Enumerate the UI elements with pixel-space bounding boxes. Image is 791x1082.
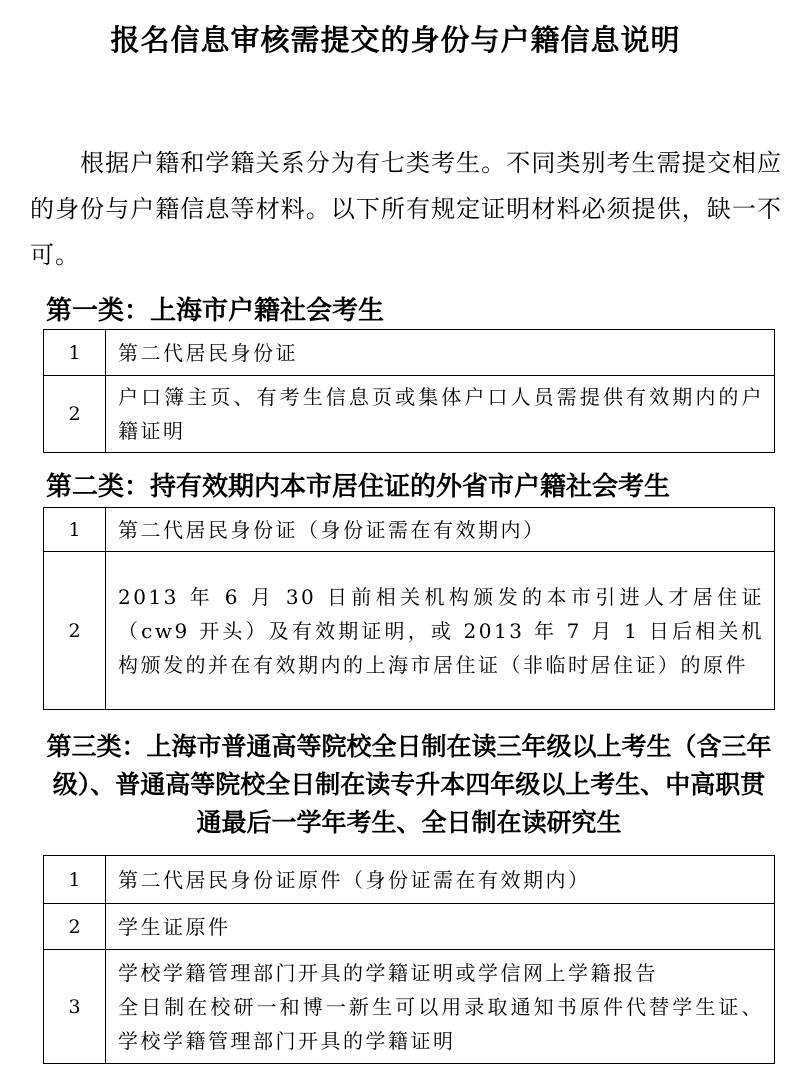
table-row bbox=[44, 508, 775, 552]
row-text bbox=[106, 950, 775, 1064]
category-2-table bbox=[43, 507, 775, 710]
intro-paragraph: 根据户籍和学籍关系分为有七类考生。不同类别考生需提交相应的身份与户籍信息等材料。以下所有规定证明材料必须提供，缺一不可。 bbox=[30, 149, 782, 269]
table-row bbox=[44, 330, 775, 376]
row-text: 第二代居民身份证（身份证需在有效期内） bbox=[106, 508, 775, 552]
row-text: 学生证原件 bbox=[106, 904, 775, 950]
row-number: 1 bbox=[44, 330, 106, 376]
table-row bbox=[44, 904, 775, 950]
category-1-heading: 第一类：上海市户籍社会考生 bbox=[46, 296, 385, 326]
category-1-table bbox=[43, 329, 775, 453]
category-3-heading: 第三类：上海市普通高等院校全日制在读三年级以上考生（含三年级）、普通高等院校全日制在读专升本四年级以上考生、中高职贯通最后一学年考生、全日制在读研究生 bbox=[46, 732, 772, 837]
table-row bbox=[44, 856, 775, 904]
row-number: 3 bbox=[44, 950, 106, 1064]
row-number: 2 bbox=[44, 904, 106, 950]
row-text-line: 全日制在校研一和博一新生可以用录取通知书原件代替学生证、学校学籍管理部门开具的学籍证明 bbox=[118, 994, 764, 1053]
row-number: 2 bbox=[44, 376, 106, 453]
row-text: 第二代居民身份证原件（身份证需在有效期内） bbox=[106, 856, 775, 904]
row-number: 1 bbox=[44, 856, 106, 904]
row-number: 2 bbox=[44, 552, 106, 710]
table-row bbox=[44, 950, 775, 1064]
table-row bbox=[44, 376, 775, 453]
category-2-heading: 第二类：持有效期内本市居住证的外省市户籍社会考生 bbox=[46, 472, 671, 502]
row-number: 1 bbox=[44, 508, 106, 552]
table-row bbox=[44, 552, 775, 710]
row-text: 户口簿主页、有考生信息页或集体户口人员需提供有效期内的户籍证明 bbox=[106, 376, 775, 453]
document-title: 报名信息审核需提交的身份与户籍信息说明 bbox=[110, 23, 681, 57]
row-text-line: 学校学籍管理部门开具的学籍证明或学信网上学籍报告 bbox=[118, 960, 658, 985]
row-text: 2013 年 6 月 30 日前相关机构颁发的本市引进人才居住证（cw9 开头）及有效期证明，或 2013 年 7 月 1 日后相关机构颁发的并在有效期内的上海市居住证（非临时居住证）的原件 bbox=[106, 552, 775, 710]
category-3-table bbox=[43, 855, 775, 1064]
row-text: 第二代居民身份证 bbox=[106, 330, 775, 376]
